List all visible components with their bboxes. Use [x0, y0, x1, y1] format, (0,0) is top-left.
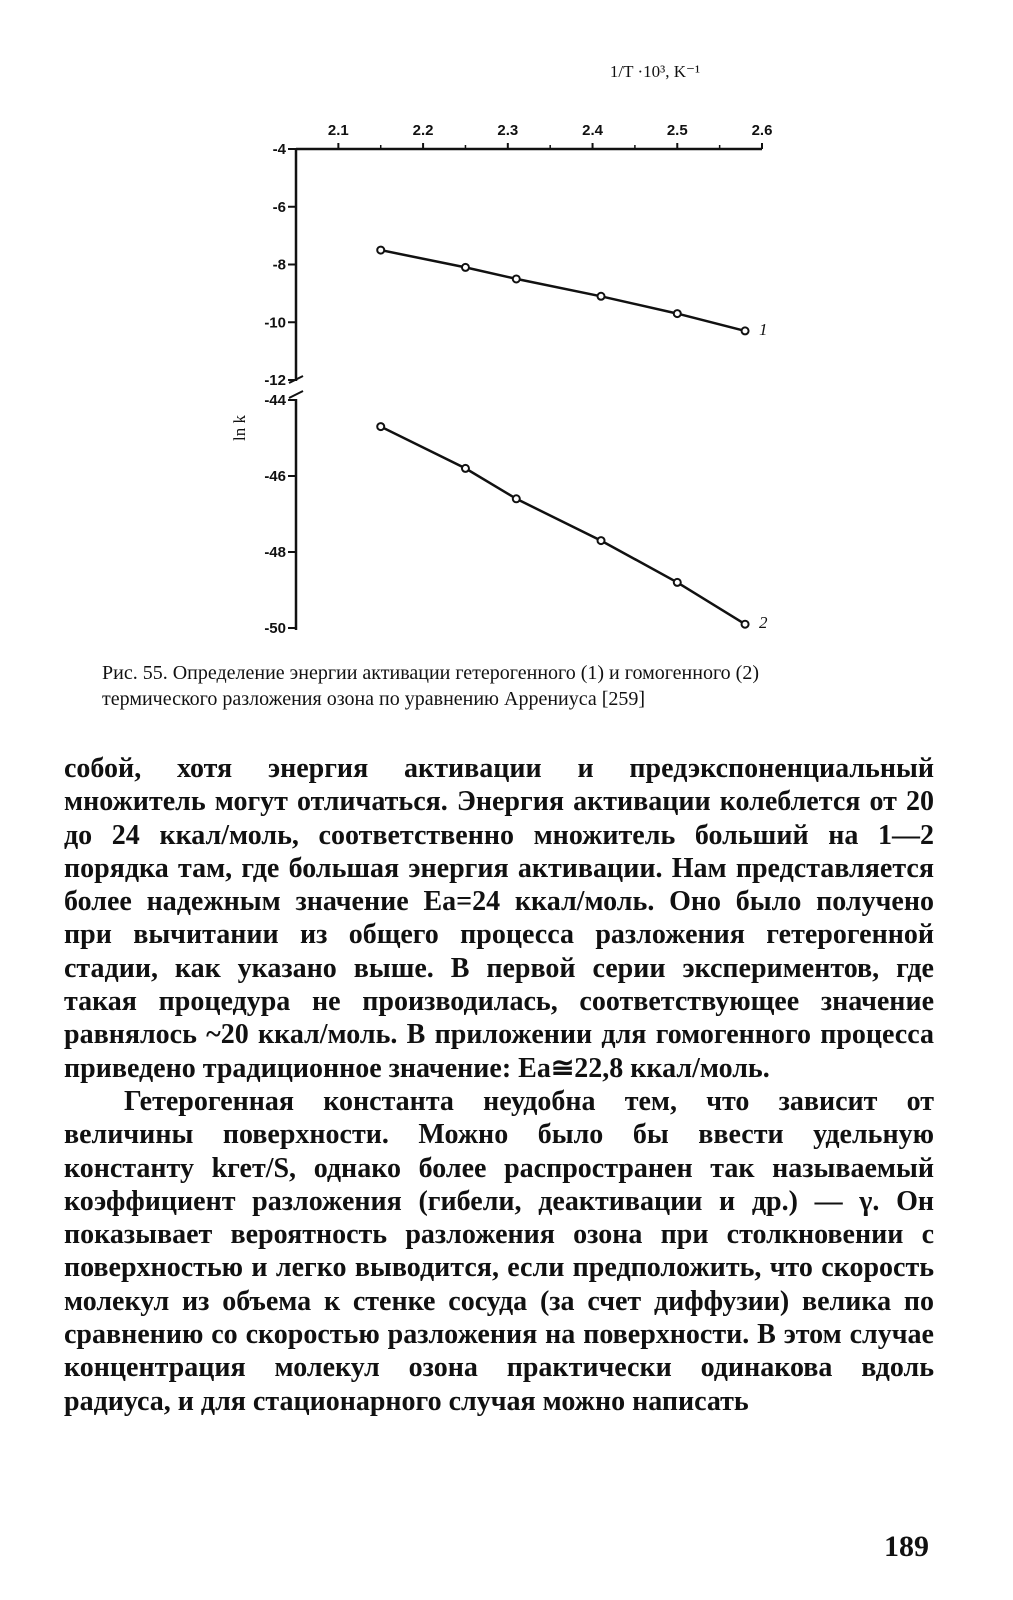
series-2-label: 2 — [759, 613, 768, 633]
arrhenius-chart — [0, 0, 1013, 650]
x-tick-label: 2.2 — [412, 122, 434, 139]
chart-series — [377, 247, 768, 633]
axis-break-mark-2 — [289, 391, 303, 398]
series-1-label: 1 — [759, 319, 768, 339]
y-tick-label: -8 — [272, 256, 286, 274]
x-axis-title: 1/T ·10³, K⁻¹ — [609, 62, 701, 81]
y-tick-label: -50 — [264, 620, 286, 637]
series-2-line — [381, 427, 745, 625]
series-1-point — [598, 293, 605, 300]
x-tick-label: 2.4 — [582, 122, 603, 139]
y-tick-label: -48 — [264, 544, 286, 561]
series-2-point — [598, 537, 605, 544]
y-tick-label: -4 — [272, 141, 286, 158]
y-tick-label: -12 — [264, 372, 286, 389]
series-1-point — [377, 247, 384, 254]
series-1-point — [462, 264, 469, 271]
figure-caption — [102, 660, 942, 712]
series-1-point — [742, 327, 749, 334]
paragraph-1: собой, хотя энергия активации и предэкспоненциальный множитель могут отличаться. Энергия активации колеблется от 20 до 24 ккал/моль, соответственно множитель больший на 1—2 порядка там, где большая энергия активации. Нам представляется более надежным значение Eа=24 ккал/моль. Оно было получено при вычитании из общего процесса разложения гетерогенной стадии, как указано выше. В первой серии экспериментов, где такая процедура не производилась, соответствующее значение равнялось ~20 ккал/моль. В приложении для гомогенного процесса приведено традиционное значение: Eа≅22,8 ккал/моль. — [64, 753, 934, 1084]
body-text — [64, 752, 934, 1418]
y-tick-label: -44 — [264, 392, 286, 409]
caption-line-1: Рис. 55. Определение энергии активации гетерогенного (1) и гомогенного (2) — [102, 662, 759, 684]
series-2-point — [742, 621, 749, 628]
series-2-point — [513, 495, 520, 502]
y-tick-labels — [264, 141, 286, 637]
y-tick-label: -10 — [264, 314, 286, 332]
series-2-point — [674, 579, 681, 586]
series-1-line — [381, 250, 745, 331]
caption-line-2: термического разложения озона по уравнению Аррениуса [259] — [102, 688, 646, 710]
x-tick-label: 2.3 — [497, 122, 519, 139]
chart-axes — [288, 143, 762, 630]
x-tick-label: 2.6 — [751, 122, 773, 139]
x-tick-label: 2.5 — [666, 122, 688, 139]
series-2-point — [462, 465, 469, 472]
y-tick-label: -6 — [272, 198, 286, 216]
y-tick-label: -46 — [264, 468, 286, 485]
series-1-point — [674, 310, 681, 317]
x-tick-label: 2.1 — [327, 122, 349, 139]
x-tick-labels — [328, 122, 772, 139]
series-1-point — [513, 275, 520, 282]
series-2-point — [377, 423, 384, 430]
paragraph-2: Гетерогенная константа неудобна тем, что зависит от величины поверхности. Можно было бы ввести удельную константу kгет/S, однако более распространен так называемый коэффициент разложения (гибели, деактивации и др.) — γ. Он показывает вероятность разложения озона при столкновении с поверхностью и легко выводится, если предположить, что скорость молекул из объема к стенке сосуда (за счет диффузии) велика по сравнению со скоростью разложения на поверхности. В этом случае концентрация молекул озона практически одинакова вдоль радиуса, и для стационарного случая можно написать — [64, 1085, 934, 1417]
y-axis-title: ln k — [230, 415, 249, 441]
page-number: 189 — [884, 1530, 929, 1563]
